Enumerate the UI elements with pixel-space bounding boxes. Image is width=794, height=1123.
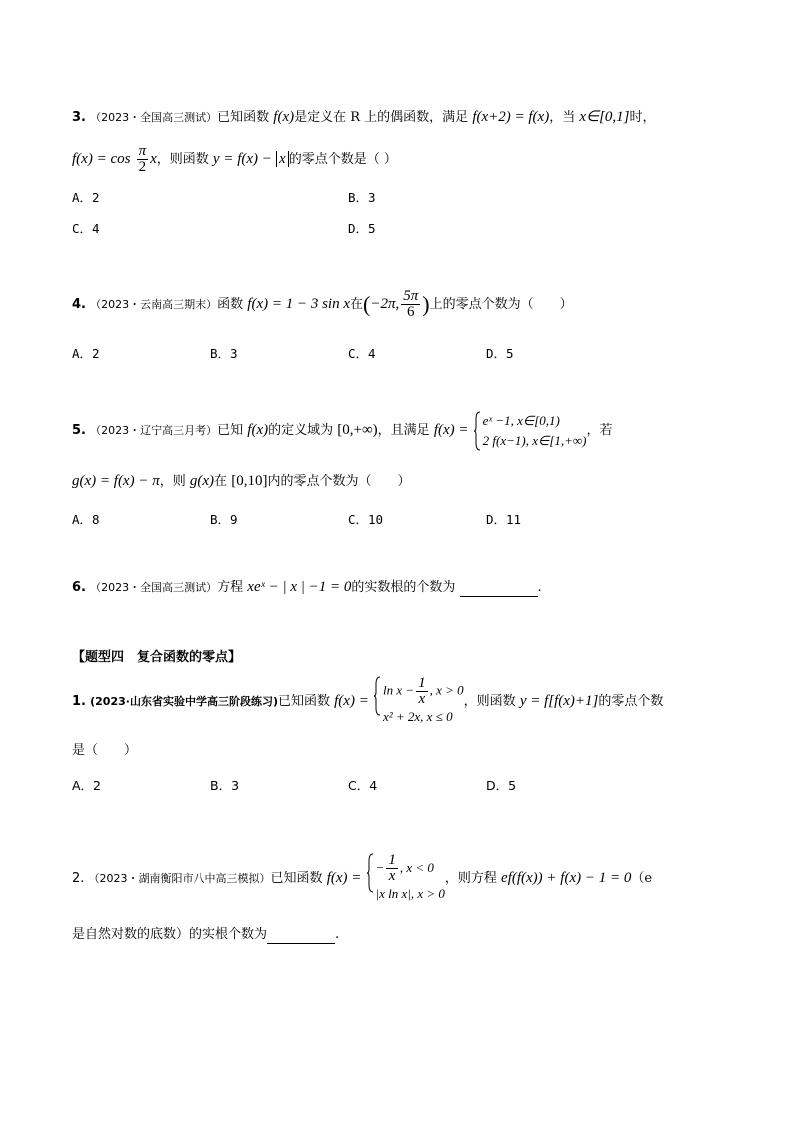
q5-range: [0,10] [231, 473, 268, 489]
q4-text: 函数 [217, 297, 244, 312]
q5-option-a: A．8 [72, 512, 100, 527]
q4-option-d: D．5 [486, 346, 514, 361]
frac-den: 6 [407, 304, 415, 320]
q3-line-2 [72, 142, 397, 177]
q5-option-b: B．9 [210, 512, 238, 527]
s1-option-a: A．2 [72, 778, 102, 793]
s1-option-c: C．4 [348, 778, 378, 793]
q5-fx-eq: f(x) = [433, 422, 469, 438]
q3-text: 时， [629, 110, 656, 125]
q6-text: 的实数根的个数为 [351, 580, 456, 595]
q3-option-d: D．5 [348, 221, 376, 236]
s1-option-d: D．5 [486, 778, 517, 793]
s1-text: 的零点个数 [598, 694, 664, 709]
q3-text: 已知函数 [217, 110, 270, 125]
q5-source: （2023・辽宁高三月考） [90, 424, 218, 437]
s1-piece-1 [383, 676, 464, 707]
q3-text: 是定义在 R 上的偶函数，满足 [294, 110, 469, 125]
q3-option-a: A．2 [72, 190, 100, 205]
q4-text: 在 [350, 297, 364, 312]
q3-abs-x: x [276, 151, 289, 167]
s1-piecewise [373, 676, 464, 727]
s2-piece-1 [376, 853, 445, 885]
s2-text: （e [631, 871, 653, 886]
q6-answer-blank[interactable] [460, 582, 538, 597]
q5-text: ，若 [586, 423, 613, 438]
s2-piece-2: |x ln x|, x > 0 [375, 886, 445, 902]
q6-line [72, 578, 542, 597]
s2-period: . [335, 927, 340, 942]
s1-text: ，则函数 [463, 694, 516, 709]
frac-num: 1 [418, 675, 426, 691]
q5-piece-1: eˣ −1, x∈[0,1) [482, 412, 560, 428]
q5-text: 在 [214, 474, 228, 489]
q3-text: ，则函数 [156, 152, 209, 167]
q3-source: （2023・全国高三测试） [90, 111, 218, 124]
section-heading: 【题型四 复合函数的零点】 [72, 650, 242, 665]
right-paren: ) [422, 291, 430, 317]
q4-line [72, 284, 573, 325]
q6-number: 6. [72, 580, 86, 595]
frac-den: x [418, 691, 426, 707]
brace-icon [473, 411, 481, 451]
q5-option-c: C．10 [348, 512, 384, 527]
s1-fx: f(x) = [334, 693, 369, 709]
q5-piece-2: 2 f(x−1), x∈[1,+∞) [482, 432, 587, 448]
s2-answer-blank[interactable] [267, 929, 335, 944]
s2-equation: ef(f(x)) + f(x) − 1 = 0 [501, 870, 632, 886]
q3-fx-def: f(x) = cos [72, 151, 131, 167]
q6-equation: xeˣ − | x | −1 = 0 [247, 579, 352, 595]
left-paren: ( [363, 291, 371, 317]
q3-text: ，当 [549, 110, 576, 125]
s2-fx: f(x) = [326, 870, 362, 886]
s1-y: y = f[f(x)+1] [519, 693, 599, 709]
s2-piece-1-tail: , x < 0 [399, 859, 434, 875]
q5-text: 已知 [217, 423, 244, 438]
frac-den: x [388, 868, 396, 885]
q4-fraction [401, 289, 420, 320]
q5-number: 5. [72, 423, 86, 438]
q4-option-c: C．4 [348, 346, 376, 361]
brace-icon [373, 676, 381, 716]
s2-number: 2. [72, 871, 85, 886]
q6-text: 方程 [217, 580, 244, 595]
q3-x: x [150, 151, 157, 167]
q6-period: . [537, 580, 542, 595]
s2-text: 已知函数 [270, 871, 323, 886]
q3-option-b: B．3 [348, 190, 376, 205]
s2-source: （2023・湖南衡阳市八中高三模拟） [88, 872, 271, 885]
q5-text: 内的零点个数为（ ） [267, 474, 411, 489]
s1-number: 1. [72, 694, 86, 709]
frac-num: 1 [388, 852, 396, 869]
q5-text: 的定义域为 [268, 423, 334, 438]
s1-fraction [416, 676, 428, 707]
q3-line-1 [72, 108, 656, 127]
q5-option-d: D．11 [486, 512, 522, 527]
s1-piece-1-tail: , x > 0 [429, 682, 464, 698]
q4-text: 上的零点个数为（ ） [429, 297, 573, 312]
s1-text: 已知函数 [277, 694, 330, 709]
s1-source: (2023·山东省实验中学高三阶段练习) [90, 695, 278, 708]
q5-fx: f(x) [247, 422, 269, 438]
frac-num: π [138, 143, 147, 159]
s2-line-1 [72, 850, 652, 907]
q4-option-a: A．2 [72, 346, 100, 361]
q4-fx: f(x) = 1 − 3 sin x [247, 296, 351, 312]
q5-text: ，则 [159, 474, 186, 489]
q3-number: 3. [72, 110, 86, 125]
q5-text: ，且满足 [377, 423, 430, 438]
q4-number: 4. [72, 297, 86, 312]
q5-gx: g(x) [189, 473, 215, 489]
s1-piece-1-text: ln x − [382, 682, 415, 698]
s2-piecewise [366, 853, 445, 905]
s2-text: ，则方程 [444, 871, 497, 886]
q5-piecewise [473, 411, 587, 451]
s1-line-1 [72, 676, 663, 727]
q4-interval-start: −2π, [370, 296, 400, 312]
q5-line-2 [72, 472, 410, 491]
q6-source: （2023・全国高三测试） [90, 581, 218, 594]
q3-fx: f(x) [273, 109, 295, 125]
q3-option-c: C．4 [72, 221, 100, 236]
s1-piece-2: x² + 2x, x ≤ 0 [382, 709, 453, 724]
s1-option-b: B．3 [210, 778, 240, 793]
q3-fraction [137, 144, 149, 175]
q3-periodic-eq: f(x+2) = f(x) [472, 109, 550, 125]
s2-minus: − [375, 859, 385, 875]
q5-gx-def: g(x) = f(x) − π [72, 473, 160, 489]
s2-text: 是自然对数的底数）的实根个数为 [72, 927, 268, 942]
q5-line-1 [72, 408, 613, 453]
s2-fraction [386, 853, 398, 884]
q4-source: （2023・云南高三期末） [90, 298, 218, 311]
q3-y-def: y = f(x) − [212, 151, 272, 167]
q3-condition: x∈[0,1] [579, 109, 630, 125]
q3-text: 的零点个数是（ ） [288, 152, 397, 167]
frac-num: 5π [403, 288, 419, 304]
frac-den: 2 [138, 159, 147, 175]
brace-icon [366, 853, 374, 893]
q5-domain: [0,+∞) [337, 422, 378, 438]
s2-line-2 [72, 926, 339, 944]
q4-option-b: B．3 [210, 346, 238, 361]
s1-line-2: 是（ ） [72, 743, 138, 758]
